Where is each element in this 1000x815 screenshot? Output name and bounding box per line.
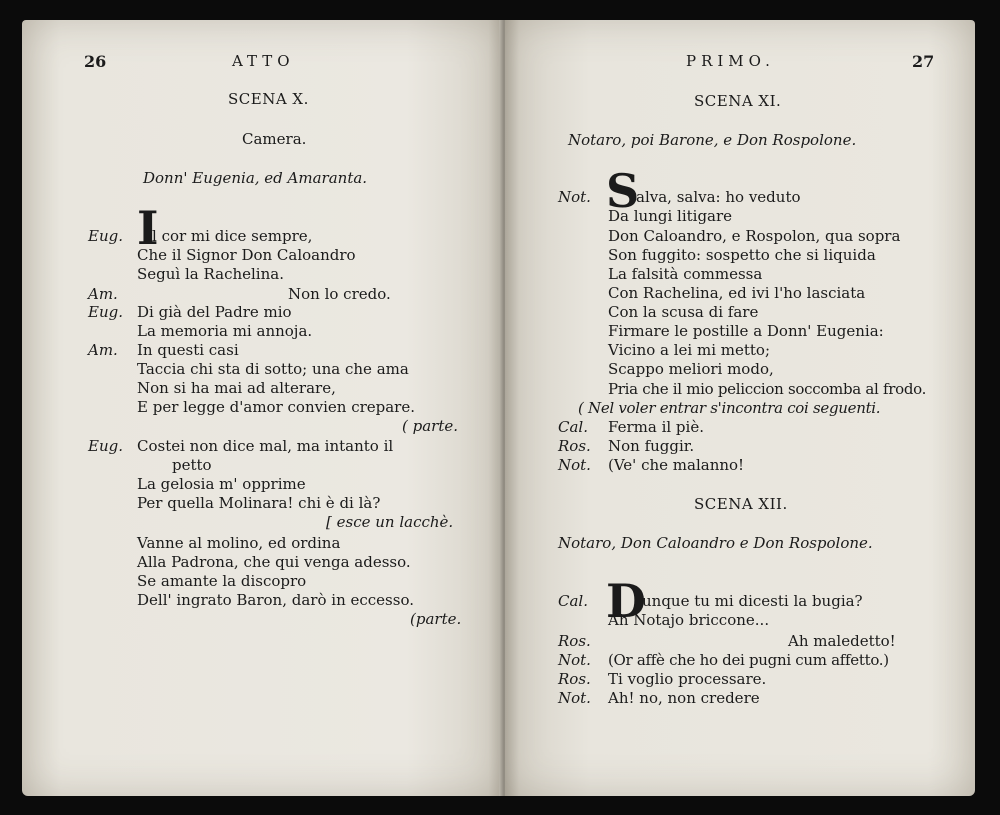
- drop-cap-right-1: S: [606, 164, 640, 218]
- speaker-label: Not.: [558, 689, 591, 707]
- verse-line: Per quella Molinara! chi è di là?: [137, 494, 381, 512]
- verse-line: Firmare le postille a Donn' Eugenia:: [608, 322, 884, 340]
- verse-line: Da lungi litigare: [608, 207, 733, 225]
- stage-direction: ( parte.: [402, 417, 459, 435]
- verse-line: petto: [172, 456, 212, 474]
- verse-line: Seguì la Rachelina.: [137, 265, 284, 283]
- verse-line: La gelosia m' opprime: [137, 475, 306, 493]
- speaker-label: Eug.: [88, 227, 123, 245]
- verse-line: Non si ha mai ad alterare,: [137, 379, 336, 397]
- verse-line: La falsità commessa: [608, 265, 763, 283]
- verse-line: Scappo meliori modo,: [608, 360, 774, 378]
- speaker-label: Cal.: [558, 592, 588, 610]
- speaker-label: Ros.: [558, 437, 591, 455]
- verse-line: unque tu mi dicesti la bugia?: [642, 592, 863, 610]
- speaker-label: Not.: [558, 456, 591, 474]
- verse-line: Vanne al molino, ed ordina: [137, 534, 341, 552]
- verse-line: Di già del Padre mio: [137, 303, 292, 321]
- speaker-label: Am.: [88, 341, 118, 359]
- speaker-label: Not.: [558, 188, 591, 206]
- verse-line: Don Caloandro, e Rospolon, qua sopra: [608, 227, 901, 245]
- scene-title-x: SCENA X.: [228, 90, 309, 108]
- verse-line: (Or affè che ho dei pugni cum affetto.): [608, 651, 889, 669]
- verse-line: Dell' ingrato Baron, darò in eccesso.: [137, 591, 414, 609]
- verse-line: Con Rachelina, ed ivi l'ho lasciata: [608, 284, 866, 302]
- scene-characters-xi: Notaro, poi Barone, e Don Rospolone.: [568, 131, 857, 149]
- verse-line: Costei non dice mal, ma intanto il: [137, 437, 394, 455]
- speaker-label: Cal.: [558, 418, 588, 436]
- verse-line: Ti voglio processare.: [608, 670, 767, 688]
- verse-line: Son fuggito: sospetto che si liquida: [608, 246, 876, 264]
- speaker-label: Eug.: [88, 437, 123, 455]
- scene-setting: Camera.: [242, 130, 307, 148]
- scene-title-xi: SCENA XI.: [694, 92, 782, 110]
- verse-line: alva, salva: ho veduto: [636, 188, 801, 206]
- verse-line: Ah! no, non credere: [608, 689, 760, 707]
- verse-line: (Ve' che malanno!: [608, 456, 745, 474]
- scene-title-xii: SCENA XII.: [694, 495, 788, 513]
- verse-line: Ah maledetto!: [788, 632, 896, 650]
- speaker-label: Am.: [88, 285, 118, 303]
- verse-line: Alla Padrona, che qui venga adesso.: [137, 553, 411, 571]
- verse-line: Non fuggir.: [608, 437, 695, 455]
- page-number-left: 26: [84, 52, 107, 71]
- verse-line: Se amante la discopro: [137, 572, 307, 590]
- verse-line: Con la scusa di fare: [608, 303, 759, 321]
- verse-line: E per legge d'amor convien crepare.: [137, 398, 415, 416]
- verse-line: l cor mi dice sempre,: [152, 227, 313, 245]
- verse-line: Ferma il piè.: [608, 418, 704, 436]
- drop-cap-right-2: D: [606, 574, 646, 628]
- page-number-right: 27: [912, 52, 935, 71]
- speaker-label: Not.: [558, 651, 591, 669]
- verse-line: Pria che il mio peliccion soccomba al frodo.: [608, 380, 927, 398]
- stage-direction: (parte.: [410, 610, 462, 628]
- verse-line: In questi casi: [137, 341, 239, 359]
- verse-line: Che il Signor Don Caloandro: [137, 246, 356, 264]
- verse-line: Taccia chi sta di sotto; una che ama: [137, 360, 409, 378]
- running-head-right: PRIMO.: [686, 52, 775, 70]
- scene-characters-x: Donn' Eugenia, ed Amaranta.: [143, 169, 368, 187]
- speaker-label: Eug.: [88, 303, 123, 321]
- stage-direction: [ esce un lacchè.: [326, 513, 454, 531]
- speaker-label: Ros.: [558, 632, 591, 650]
- speaker-label: Ros.: [558, 670, 591, 688]
- verse-line: La memoria mi annoja.: [137, 322, 313, 340]
- drop-cap-left: I: [137, 201, 159, 255]
- verse-line: Ah Notajo briccone...: [608, 611, 770, 629]
- scene-characters-xii: Notaro, Don Caloandro e Don Rospolone.: [558, 534, 873, 552]
- verse-line: Vicino a lei mi metto;: [608, 341, 771, 359]
- verse-line: Non lo credo.: [288, 285, 391, 303]
- stage-direction: ( Nel voler entrar s'incontra coi seguenti.: [578, 399, 881, 417]
- running-head-left: ATTO: [232, 52, 295, 70]
